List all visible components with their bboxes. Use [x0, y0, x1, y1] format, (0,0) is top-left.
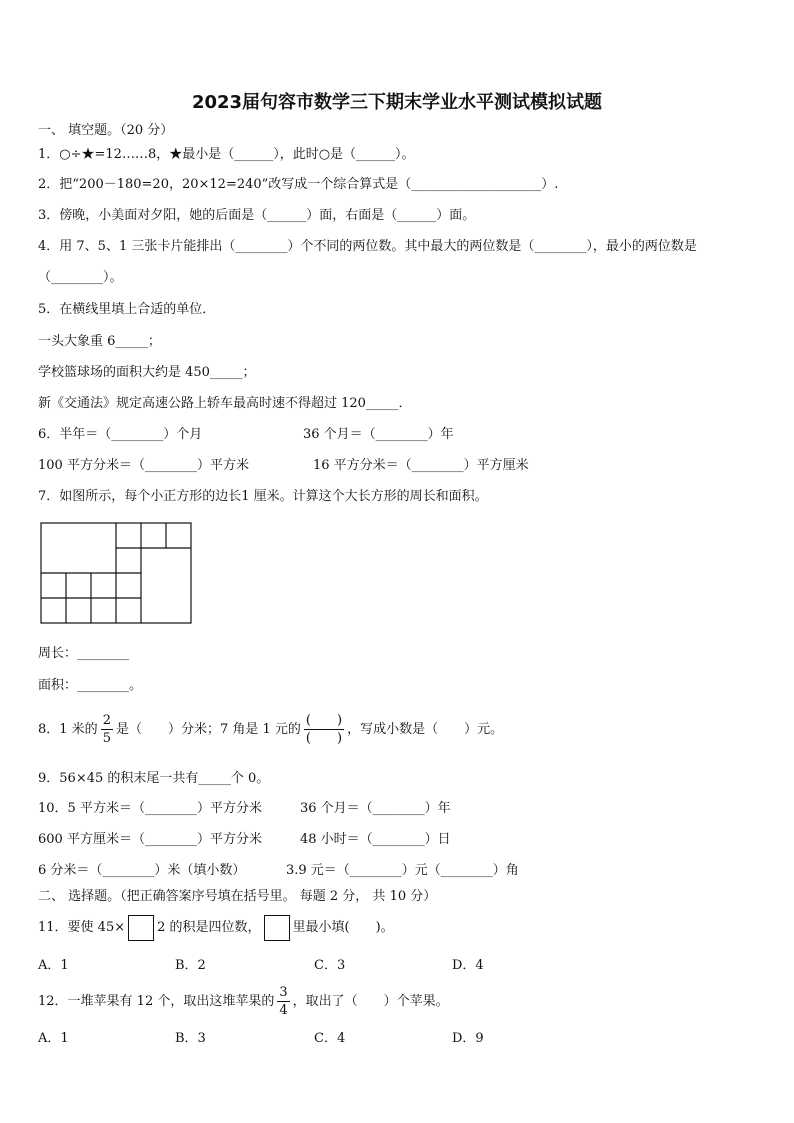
- option-b: B．2: [175, 958, 206, 973]
- option-a: A．1: [38, 1031, 69, 1046]
- question-7-area: 面积：________。: [38, 678, 143, 693]
- question-8: 8．1 米的 $\frac{2}{5}$ 是（ ）分米；7 角是 1 元的 $\frac{( )}{( )}$ ，写成小数是（ ）元。: [38, 713, 504, 746]
- section-heading-fill-blank: 一、 填空题。（20 分）: [38, 123, 174, 138]
- question-6-row-1-left: 6．半年＝（________）个月: [38, 427, 203, 442]
- question-1: 1．○÷★=12……8，★最小是（______），此时○是（______）。: [38, 147, 415, 162]
- option-c: C．3: [314, 958, 346, 973]
- option-b: B．3: [175, 1031, 206, 1046]
- question-2: 2．把“200－180=20，20×12=240”改写成一个综合算式是（____________________）.: [38, 177, 559, 192]
- fraction-blank: $\frac{( )}{( )}$: [305, 713, 343, 746]
- option-d: D．4: [452, 958, 484, 973]
- question-6-row-2-left: 100 平方分米＝（________）平方米: [38, 458, 249, 473]
- question-7-perimeter: 周长：________: [38, 646, 130, 661]
- question-6-row-2-right: 16 平方分米＝（________）平方厘米: [313, 458, 529, 473]
- question-7: 7．如图所示，每个小正方形的边长1 厘米。计算这个大长方形的周长和面积。: [38, 489, 488, 504]
- option-a: A．1: [38, 958, 69, 973]
- option-d: D．9: [452, 1031, 484, 1046]
- question-4-line-2: （________）。: [38, 270, 123, 285]
- page-title: 2023届句容市数学三下期末学业水平测试模拟试题: [191, 92, 603, 113]
- fraction-2-5: $\frac{2}{5}$: [102, 713, 111, 746]
- question-11: 11．要使 45× 2 的积是四位数， 里最小填( )。: [38, 913, 394, 943]
- question-6-row-1-right: 36 个月＝（________）年: [303, 427, 454, 442]
- question-12: 12．一堆苹果有 12 个，取出这堆苹果的 $\frac{3}{4}$ ，取出了（ ）个苹果。: [38, 985, 449, 1018]
- question-3: 3．傍晚，小美面对夕阳，她的后面是（______）面，右面是（______）面。: [38, 208, 476, 223]
- answer-box: [128, 915, 154, 941]
- option-c: C．4: [314, 1031, 346, 1046]
- answer-box: [264, 915, 290, 941]
- question-10-row-2-right: 48 小时＝（________）日: [300, 832, 451, 847]
- question-5-item-c: 新《交通法》规定高速公路上轿车最高时速不得超过 120_____．: [38, 396, 412, 411]
- question-10-row-3-left: 6 分米＝（________）米（填小数）: [38, 863, 246, 878]
- question-10-row-1-right: 36 个月＝（________）年: [300, 801, 451, 816]
- section-heading-multiple-choice: 二、 选择题。（把正确答案序号填在括号里。 每题 2 分， 共 10 分）: [38, 889, 437, 904]
- question-4-line-1: 4．用 7、5、1 三张卡片能排出（________）个不同的两位数。其中最大的两位数是（________），最小的两位数是: [38, 239, 697, 254]
- question-10-row-1-left: 10．5 平方米＝（________）平方分米: [38, 801, 262, 816]
- question-5: 5．在横线里填上合适的单位．: [38, 302, 216, 317]
- question-5-item-b: 学校篮球场的面积大约是 450_____；: [38, 365, 256, 380]
- question-9: 9．56×45 的积末尾一共有_____个 0。: [38, 771, 270, 786]
- question-10-row-2-left: 600 平方厘米＝（________）平方分米: [38, 832, 262, 847]
- fraction-3-4: $\frac{3}{4}$: [279, 985, 288, 1018]
- question-5-item-a: 一头大象重 6_____；: [38, 334, 161, 349]
- grid-figure: [40, 522, 194, 626]
- question-10-row-3-right: 3.9 元＝（________）元（________）角: [286, 863, 519, 878]
